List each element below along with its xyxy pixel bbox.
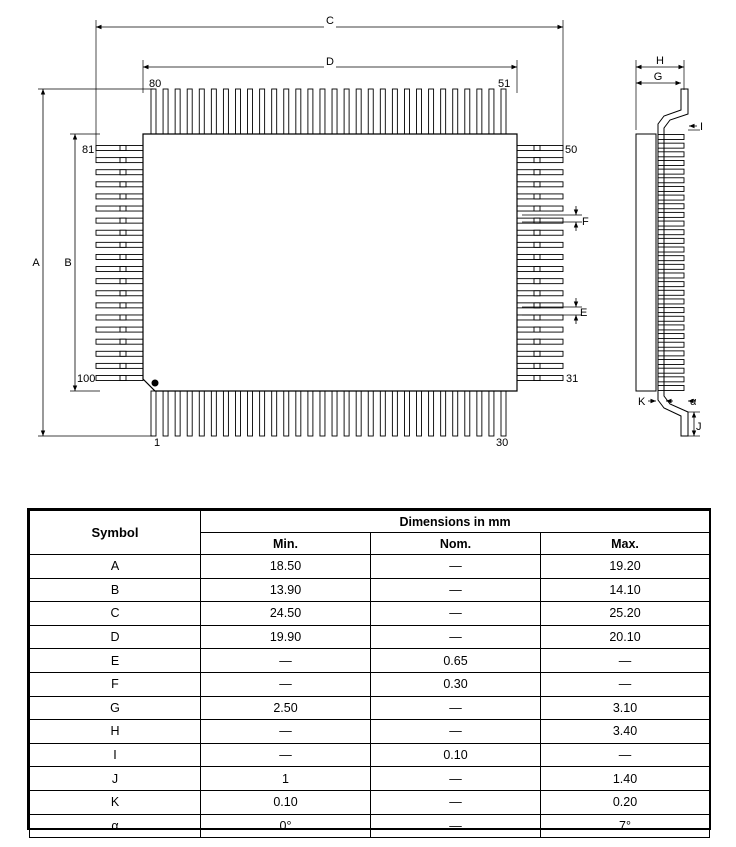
table-row — [30, 696, 710, 720]
top-pin — [404, 89, 409, 134]
cell-min: 0.10 — [201, 790, 371, 814]
left-pin — [96, 303, 143, 308]
side-pin — [658, 264, 684, 269]
left-pin — [96, 206, 143, 211]
top-pin — [453, 89, 458, 134]
side-pin — [658, 152, 684, 157]
cell-max: 14.10 — [541, 578, 710, 602]
left-pin — [96, 218, 143, 223]
left-pin — [96, 376, 143, 381]
top-pin — [477, 89, 482, 134]
left-pin-pad — [120, 351, 126, 356]
cell-symbol: K — [30, 790, 201, 814]
right-pin-pad — [534, 194, 540, 199]
side-pin — [658, 186, 684, 191]
table-row — [30, 625, 710, 649]
side-pin — [658, 169, 684, 174]
table-body — [30, 555, 710, 838]
left-pin-pad — [120, 363, 126, 368]
cell-nom: 0.10 — [371, 743, 541, 767]
bottom-pin — [272, 391, 277, 436]
top-pin — [417, 89, 422, 134]
bottom-pin — [501, 391, 506, 436]
top-pin — [248, 89, 253, 134]
left-pin-pad — [120, 242, 126, 247]
bottom-pin — [332, 391, 337, 436]
dim-label-alpha: α — [690, 396, 697, 408]
cell-max: 3.10 — [541, 696, 710, 720]
bottom-pin — [151, 391, 156, 436]
cell-max: — — [541, 672, 710, 696]
cell-symbol: C — [30, 602, 201, 626]
cell-min: 24.50 — [201, 602, 371, 626]
right-pin-pad — [534, 146, 540, 151]
right-pin-pad — [534, 291, 540, 296]
top-pin — [356, 89, 361, 134]
bottom-pin — [223, 391, 228, 436]
cell-symbol: J — [30, 767, 201, 791]
bottom-pin — [260, 391, 265, 436]
right-pin-pad — [534, 254, 540, 259]
cell-min: 18.50 — [201, 555, 371, 579]
lead-profile — [658, 89, 688, 436]
cell-symbol: H — [30, 720, 201, 744]
dim-label-b: B — [64, 257, 72, 269]
left-pin-pad — [120, 170, 126, 175]
pin-label-30: 30 — [496, 437, 509, 449]
side-pin — [658, 160, 684, 165]
cell-min: 13.90 — [201, 578, 371, 602]
left-pin-pad — [120, 230, 126, 235]
symbol-header: Symbol — [30, 511, 201, 555]
bottom-pin — [163, 391, 168, 436]
cell-min: 2.50 — [201, 696, 371, 720]
right-pin-pad — [534, 327, 540, 332]
cell-symbol: D — [30, 625, 201, 649]
left-pin — [96, 194, 143, 199]
left-pin-pad — [120, 218, 126, 223]
left-pin — [96, 254, 143, 259]
bottom-pin — [356, 391, 361, 436]
top-pin — [465, 89, 470, 134]
side-pin — [658, 325, 684, 330]
cell-max: 3.40 — [541, 720, 710, 744]
right-pin-pad — [534, 170, 540, 175]
dimensions-group-header: Dimensions in mm — [201, 511, 710, 533]
top-pin — [187, 89, 192, 134]
top-pin — [308, 89, 313, 134]
dim-label-c: C — [326, 15, 334, 27]
pin-label-80: 80 — [149, 78, 162, 90]
top-pin — [392, 89, 397, 134]
bottom-pin — [417, 391, 422, 436]
left-pin — [96, 315, 143, 320]
left-pin — [96, 363, 143, 368]
cell-nom: — — [371, 814, 541, 838]
side-pin — [658, 247, 684, 252]
left-pin-pad — [120, 339, 126, 344]
right-pin-pad — [534, 158, 540, 163]
left-pin — [96, 230, 143, 235]
left-pin-pad — [120, 303, 126, 308]
left-pin — [96, 351, 143, 356]
side-pin — [658, 143, 684, 148]
side-pin — [658, 212, 684, 217]
top-pin — [501, 89, 506, 134]
side-pin — [658, 299, 684, 304]
table-row — [30, 672, 710, 696]
top-pin — [380, 89, 385, 134]
table-row — [30, 555, 710, 579]
bottom-pin — [368, 391, 373, 436]
table-row — [30, 578, 710, 602]
side-pin-stack — [658, 135, 684, 391]
dim-label-a: A — [32, 257, 40, 269]
cell-min: — — [201, 743, 371, 767]
dim-label-e: E — [580, 307, 588, 319]
cell-nom: 0.30 — [371, 672, 541, 696]
top-pin — [332, 89, 337, 134]
bottom-pin — [441, 391, 446, 436]
top-view — [30, 14, 589, 449]
column-header-max: Max. — [541, 533, 710, 555]
cell-symbol: G — [30, 696, 201, 720]
left-pin — [96, 291, 143, 296]
cell-nom: — — [371, 767, 541, 791]
side-pin — [658, 204, 684, 209]
right-pin-pad — [534, 315, 540, 320]
top-pin — [151, 89, 156, 134]
left-pin — [96, 279, 143, 284]
pin1-marker-dot — [152, 380, 159, 387]
side-pin — [658, 351, 684, 356]
left-pin-pad — [120, 158, 126, 163]
cell-max: — — [541, 743, 710, 767]
cell-min: 1 — [201, 767, 371, 791]
bottom-pin — [320, 391, 325, 436]
left-pin-pad — [120, 291, 126, 296]
top-pin — [489, 89, 494, 134]
pin-label-51: 51 — [498, 78, 511, 90]
right-pin-pad — [534, 242, 540, 247]
top-pin — [284, 89, 289, 134]
right-pin-pad — [534, 339, 540, 344]
side-view — [636, 55, 703, 436]
column-header-nom: Nom. — [371, 533, 541, 555]
right-pin-pad — [534, 267, 540, 272]
bottom-pin — [392, 391, 397, 436]
left-pin-pad — [120, 194, 126, 199]
cell-min: — — [201, 672, 371, 696]
bottom-pin — [235, 391, 240, 436]
cell-nom: — — [371, 790, 541, 814]
left-pin-column — [96, 146, 143, 381]
side-pin — [658, 238, 684, 243]
side-pin — [658, 342, 684, 347]
side-pin — [658, 360, 684, 365]
cell-nom: — — [371, 696, 541, 720]
top-pin — [344, 89, 349, 134]
side-pin — [658, 256, 684, 261]
top-pin — [211, 89, 216, 134]
cell-nom: — — [371, 602, 541, 626]
top-pin — [175, 89, 180, 134]
bottom-pin — [429, 391, 434, 436]
top-pin — [296, 89, 301, 134]
cell-max: 20.10 — [541, 625, 710, 649]
pin-label-1: 1 — [154, 437, 161, 449]
table-row — [30, 649, 710, 673]
side-pin — [658, 195, 684, 200]
cell-nom: — — [371, 720, 541, 744]
top-pin — [441, 89, 446, 134]
bottom-pin — [187, 391, 192, 436]
cell-symbol: A — [30, 555, 201, 579]
column-header-min: Min. — [201, 533, 371, 555]
top-pin — [235, 89, 240, 134]
side-pin — [658, 282, 684, 287]
bottom-pin — [308, 391, 313, 436]
dim-label-d: D — [326, 56, 334, 68]
right-pin-pad — [534, 363, 540, 368]
bottom-pin — [489, 391, 494, 436]
bottom-pin — [477, 391, 482, 436]
cell-nom: 0.65 — [371, 649, 541, 673]
bottom-pin — [248, 391, 253, 436]
bottom-pin — [344, 391, 349, 436]
bottom-pin — [404, 391, 409, 436]
side-pin — [658, 386, 684, 391]
left-pin — [96, 170, 143, 175]
side-pin — [658, 230, 684, 235]
top-pin — [272, 89, 277, 134]
left-pin — [96, 158, 143, 163]
left-pin — [96, 267, 143, 272]
top-pin — [320, 89, 325, 134]
dim-label-i: I — [700, 121, 704, 133]
pin-label-100: 100 — [77, 373, 96, 385]
cell-symbol: B — [30, 578, 201, 602]
left-pin — [96, 182, 143, 187]
table-row — [30, 602, 710, 626]
side-pin — [658, 316, 684, 321]
top-pin — [199, 89, 204, 134]
left-pin-pad — [120, 327, 126, 332]
pin-label-81: 81 — [82, 144, 95, 156]
package-body — [143, 134, 517, 391]
bottom-pin-row — [151, 391, 506, 436]
cell-nom: — — [371, 625, 541, 649]
cell-max: — — [541, 649, 710, 673]
bottom-pin — [284, 391, 289, 436]
side-pin — [658, 377, 684, 382]
dim-label-k: K — [638, 396, 646, 408]
side-body — [636, 134, 656, 391]
bottom-pin — [199, 391, 204, 436]
cell-max: 19.20 — [541, 555, 710, 579]
cell-min: 19.90 — [201, 625, 371, 649]
bottom-pin — [175, 391, 180, 436]
side-pin — [658, 178, 684, 183]
cell-min: 0° — [201, 814, 371, 838]
left-pin-pad — [120, 146, 126, 151]
left-pin-pad — [120, 279, 126, 284]
dimensions-table — [27, 508, 711, 833]
cell-symbol: E — [30, 649, 201, 673]
left-pin-pad — [120, 267, 126, 272]
left-pin-pad — [120, 254, 126, 259]
cell-symbol: I — [30, 743, 201, 767]
side-pin — [658, 308, 684, 313]
cell-symbol: α — [30, 814, 201, 838]
bottom-pin — [380, 391, 385, 436]
bottom-pin — [211, 391, 216, 436]
cell-max: 25.20 — [541, 602, 710, 626]
top-pin — [223, 89, 228, 134]
cell-max: 1.40 — [541, 767, 710, 791]
right-pin-pad — [534, 206, 540, 211]
top-pin — [163, 89, 168, 134]
top-pin — [429, 89, 434, 134]
table-row — [30, 743, 710, 767]
table-row — [30, 767, 710, 791]
top-pin-row — [151, 89, 506, 134]
right-pin-pad — [534, 279, 540, 284]
left-pin — [96, 327, 143, 332]
cell-min: — — [201, 720, 371, 744]
cell-nom: — — [371, 555, 541, 579]
left-pin — [96, 339, 143, 344]
dim-label-j: J — [696, 421, 702, 433]
table-row — [30, 814, 710, 838]
dim-label-f: F — [582, 216, 589, 228]
left-pin-pad — [120, 206, 126, 211]
side-pin — [658, 273, 684, 278]
top-pin — [368, 89, 373, 134]
cell-max: 0.20 — [541, 790, 710, 814]
cell-min: — — [201, 649, 371, 673]
bottom-pin — [296, 391, 301, 436]
right-pin-pad — [534, 351, 540, 356]
left-pin-pad — [120, 182, 126, 187]
right-pin-pad — [534, 182, 540, 187]
cell-max: 7° — [541, 814, 710, 838]
bottom-pin — [453, 391, 458, 436]
side-pin — [658, 334, 684, 339]
left-pin-pad — [120, 315, 126, 320]
left-pin — [96, 242, 143, 247]
left-pin — [96, 146, 143, 151]
side-pin — [658, 290, 684, 295]
side-pin — [658, 135, 684, 140]
cell-symbol: F — [30, 672, 201, 696]
top-pin — [260, 89, 265, 134]
side-pin — [658, 221, 684, 226]
right-pin-pad — [534, 376, 540, 381]
dim-label-h: H — [656, 55, 664, 67]
pin-label-31: 31 — [566, 373, 579, 385]
right-pin-column — [517, 146, 563, 381]
left-pin-pad — [120, 376, 126, 381]
pin-label-50: 50 — [565, 144, 578, 156]
table-row — [30, 790, 710, 814]
right-pin-pad — [534, 230, 540, 235]
bottom-pin — [465, 391, 470, 436]
cell-nom: — — [371, 578, 541, 602]
dim-label-g: G — [653, 71, 663, 83]
table-row — [30, 720, 710, 744]
side-pin — [658, 368, 684, 373]
